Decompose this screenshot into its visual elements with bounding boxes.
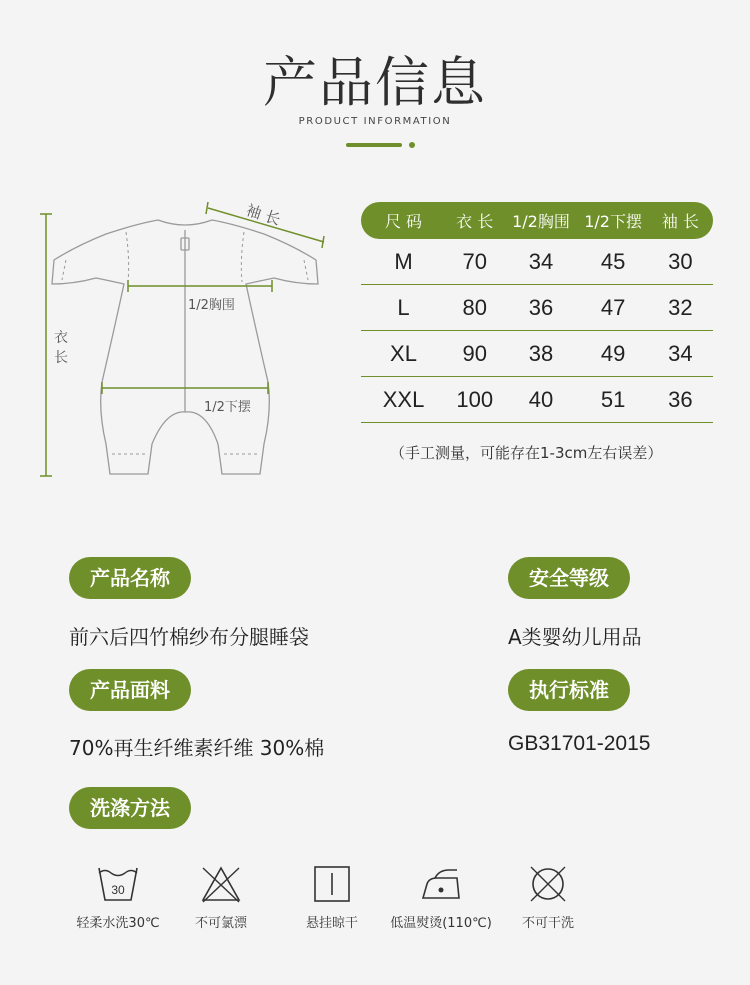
sleeve-length-label: 袖 长: [243, 201, 283, 229]
wash-label: 不可氯漂: [194, 916, 247, 931]
measurement-note: （手工测量，可能存在1-3cm左右误差）: [390, 444, 663, 462]
half-hem-label: 1/2下摆: [204, 400, 251, 415]
length-label: 衣 长: [54, 330, 68, 366]
table-cell: 47: [600, 294, 626, 320]
table-cell: 49: [600, 340, 626, 366]
header-half-hem: 1/2下摆: [584, 212, 642, 231]
wash-item: [386, 864, 496, 931]
table-cell: M: [394, 248, 413, 274]
header-size: 尺 码: [384, 212, 423, 231]
wash-item: [166, 864, 276, 931]
wash-label: 低温熨烫(110℃): [390, 916, 492, 931]
header-sleeve: 袖 长: [661, 212, 699, 231]
wash-item: [277, 864, 387, 931]
page-subtitle: PRODUCT INFORMATION: [298, 116, 452, 127]
size-table: [361, 202, 713, 423]
table-row: [361, 377, 713, 423]
wash-label: 悬挂晾干: [305, 916, 358, 931]
fabric-value: 70%再生纤维素纤维 30%棉: [69, 736, 325, 760]
wash-item: [63, 864, 173, 931]
table-cell: 34: [668, 340, 693, 366]
product-name-badge: 产品名称: [69, 557, 191, 599]
wash-method-badge: 洗涤方法: [69, 787, 191, 829]
page-title: 产品信息: [263, 51, 487, 114]
wash-temperature-number: 30: [111, 883, 125, 897]
title-underline: [346, 143, 402, 147]
safety-level-badge: 安全等级: [508, 557, 630, 599]
table-cell: 38: [528, 340, 554, 366]
half-chest-label: 1/2胸围: [188, 298, 235, 313]
table-cell: L: [397, 294, 410, 320]
table-cell: 45: [600, 248, 626, 274]
safety-level-value: A类婴幼儿用品: [508, 625, 642, 649]
standard-value: GB31701-2015: [508, 732, 651, 755]
sleep-sack-outline-icon: [36, 200, 336, 490]
garment-diagram: [36, 200, 336, 494]
table-cell: 80: [462, 294, 487, 320]
wash-30-icon: [96, 864, 140, 904]
table-cell: 36: [528, 294, 554, 320]
wash-item: [493, 864, 603, 931]
title-dot: [409, 142, 415, 148]
table-cell: 32: [668, 294, 693, 320]
table-cell: XL: [390, 340, 417, 366]
low-iron-icon: [419, 864, 463, 904]
table-cell: 70: [462, 248, 487, 274]
header-half-chest: 1/2胸围: [512, 212, 570, 231]
header-length: 衣 长: [456, 212, 494, 231]
standard-badge: 执行标准: [508, 669, 630, 711]
no-bleach-icon: [199, 864, 243, 904]
table-cell: 51: [600, 386, 626, 412]
table-cell: XXL: [382, 386, 425, 412]
no-dry-clean-icon: [526, 864, 570, 904]
table-cell: 36: [668, 386, 693, 412]
size-table-header: [361, 202, 713, 239]
product-name-value: 前六后四竹棉纱布分腿睡袋: [69, 625, 309, 649]
table-cell: 90: [462, 340, 487, 366]
wash-label: 轻柔水洗30℃: [76, 916, 160, 931]
table-cell: 30: [668, 248, 693, 274]
table-cell: 40: [528, 386, 554, 412]
table-cell: 34: [528, 248, 554, 274]
wash-label: 不可干洗: [521, 916, 574, 931]
table-row: [361, 239, 713, 285]
hang-dry-icon: [310, 864, 354, 904]
fabric-badge: 产品面料: [69, 669, 191, 711]
table-row: [361, 285, 713, 331]
table-cell: 100: [456, 386, 494, 412]
table-row: [361, 331, 713, 377]
